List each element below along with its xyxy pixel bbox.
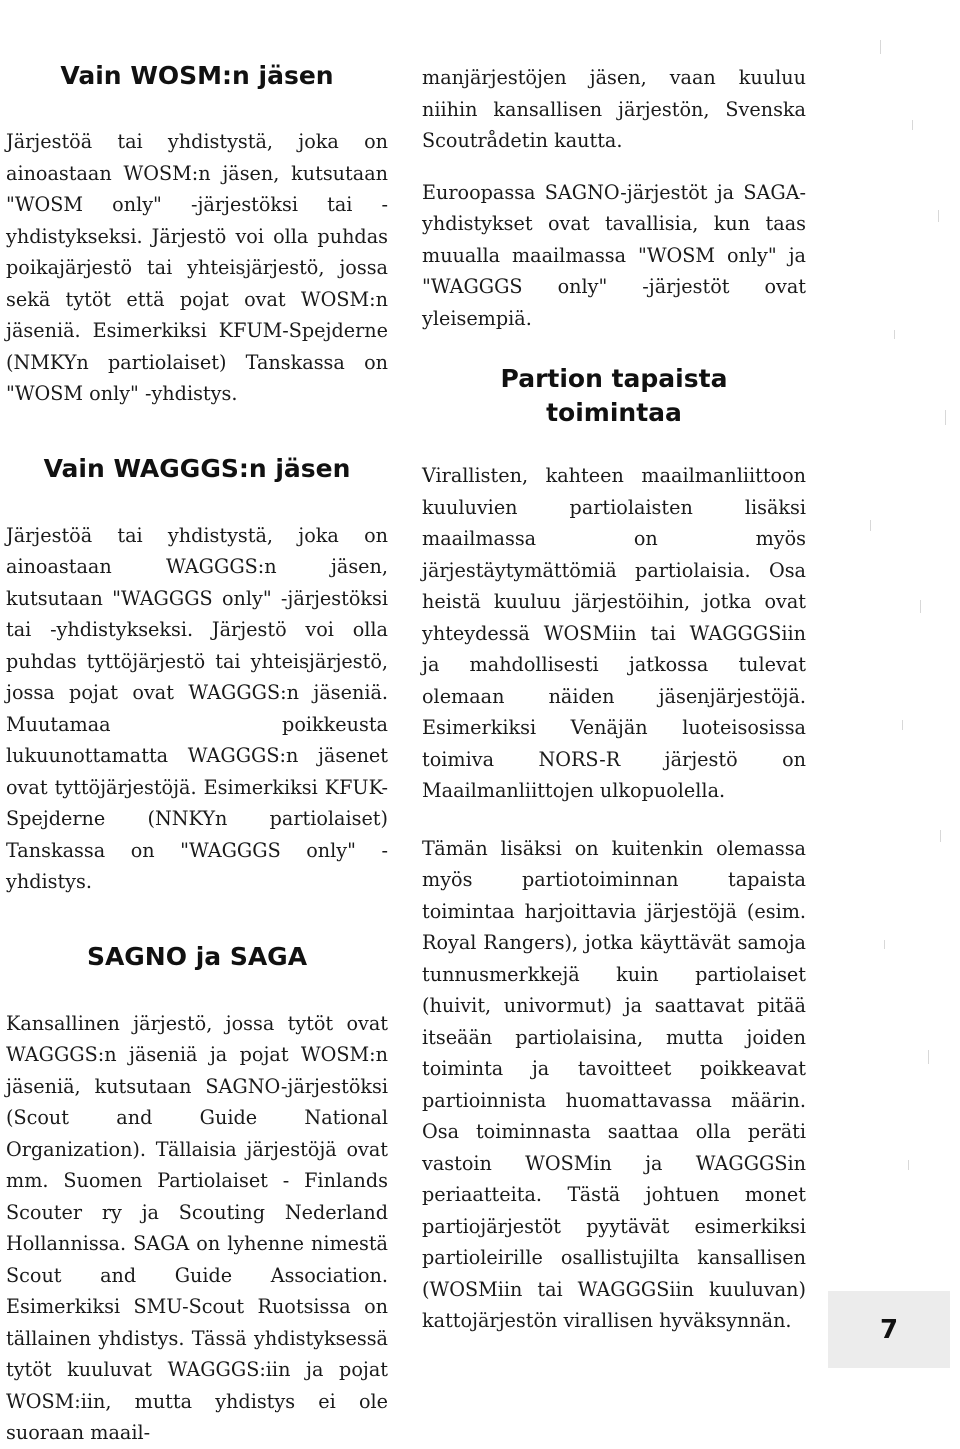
heading-line-1: Partion tapaista <box>500 364 728 393</box>
page-number: 7 <box>879 1314 899 1345</box>
right-column <box>422 54 806 1337</box>
paragraph-unofficial-scouts: Virallisten, kahteen maailmanliittoon kuuluvien partiolaisten lisäksi maailmassa on myös järjestäytymättömiä partiolaisia. Osa heistä kuuluu järjestöihin, jotka ovat yhteydessä WOSMiin tai WAGGGSiin ja mahdollisesti jatkossa tulevat olemaan näiden jäsenjärjestöjä. Esimerkiksi Venäjän luoteisosissa toimiva NORS-R järjestö on Maailmanliittojen ulkopuolella. <box>422 464 806 802</box>
paragraph-scout-like-activity: Tämän lisäksi on kuitenkin olemassa myös partiotoiminnan tapaista toimintaa harjoittavia järjestöjä (esim. Royal Rangers), jotka käyttävät samoja tunnusmerkkejä kuin partiolaiset (huivit, univormut) ja saattavat pitää itseään partiolaisina, mutta joiden toiminta ja tavoitteet poikkeavat partioinnista huomattavassa määrin. Osa toiminnasta saattaa olla peräti vastoin WOSMin ja WAGGGSin periaatteita. Tästä johtuen monet partiojärjestöt pyytävät esimerkiksi partioleirille osallistujilta kansallisen (WOSMiin tai WAGGGSiin kuuluvan) kattojärjestön virallisen hyväksynnän. <box>422 836 806 1332</box>
section-heading-wosm-only: Vain WOSM:n jäsen <box>60 61 334 90</box>
section-heading-wagggs-only: Vain WAGGGS:n jäsen <box>43 453 351 483</box>
paragraph-continued: manjärjestöjen jäsen, vaan kuuluu niihin kansallisen järjestön, Svenska Scoutrådetin kautta. <box>422 66 806 152</box>
scan-noise-decoration <box>850 0 960 1280</box>
page-number-box <box>828 1291 950 1368</box>
paragraph-wagggs-only: Järjestöä tai yhdistystä, joka on ainoastaan WAGGGS:n jäsen, kutsutaan "WAGGGS only" -järjestöksi tai -yhdistykseksi. Järjestö voi olla puhdas tyttöjärjestö tai yhteisjärjestö, jossa pojat ovat WAGGGS:n jäseniä. Muutamaa poikkeusta lukuunottamatta WAGGGS:n jäsenet ovat tyttöjärjestöjä. Esimerkiksi KFUK-Spejderne (NNKYn partiolaiset) Tanskassa on "WAGGGS only" -yhdistys. <box>6 523 388 893</box>
left-column <box>6 54 388 1449</box>
section-heading-partion-tapaista <box>422 362 806 430</box>
heading-line-2: toimintaa <box>546 398 682 427</box>
paragraph-wosm-only: Järjestöä tai yhdistystä, joka on ainoastaan WOSM:n jäsen, kutsutaan "WOSM only" -järjestöksi tai -yhdistykseksi. Järjestö voi olla puhdas poikajärjestö tai yhteisjärjestö, jossa sekä tytöt että pojat ovat WOSM:n jäseniä. Esimerkiksi KFUM-Spejderne (NMKYn partiolaiset) Tanskassa on "WOSM only" -yhdistys. <box>6 130 388 405</box>
section-heading-sagno-saga: SAGNO ja SAGA <box>86 941 308 971</box>
paragraph-sagno-saga: Kansallinen järjestö, jossa tytöt ovat WAGGGS:n jäseniä ja pojat WOSM:n jäseniä, kutsutaan SAGNO-järjestöksi (Scout and Guide National Organization). Tällaisia järjestöjä ovat mm. Suomen Partiolaiset - Finlands Scouter ry ja Scouting Nederland Hollannissa. SAGA on lyhenne nimestä Scout and Guide Association. Esimerkiksi SMU-Scout Ruotsissa on tällainen yhdistys. Tässä yhdistyksessä tytöt kuuluvat WAGGGS:iin ja pojat WOSM:iin, mutta yhdistys ei ole suoraan maail- <box>6 1011 388 1444</box>
paragraph-europe: Euroopassa SAGNO-järjestöt ja SAGA-yhdistykset ovat tavallisia, kun taas muualla maailmassa "WOSM only" ja "WAGGGS only" -järjestöt ovat yleisempiä. <box>422 180 806 330</box>
